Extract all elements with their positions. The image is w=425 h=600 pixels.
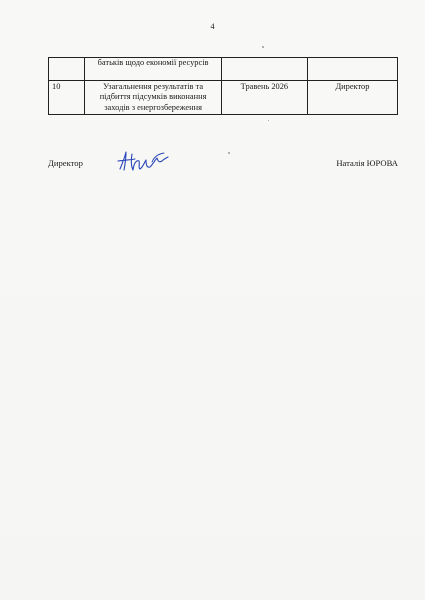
signatory-role: Директор [48, 158, 83, 168]
activity-cell: батьків щодо економії ресурсів [85, 58, 222, 81]
paper-speck [268, 120, 269, 121]
paper-speck [262, 46, 264, 48]
responsible-cell [307, 58, 397, 81]
handwritten-signature [114, 148, 170, 174]
table-row [49, 81, 398, 115]
energy-saving-plan-table [48, 57, 398, 115]
activity-cell: Узагальнення результатів та підбиття підсумків виконання заходів з енергозбереження [85, 81, 222, 115]
table-row [49, 58, 398, 81]
signatory-name: Наталія ЮРОВА [336, 158, 398, 168]
paper-speck [228, 152, 230, 154]
date-cell: Травень 2026 [221, 81, 307, 115]
date-cell [221, 58, 307, 81]
responsible-cell: Директор [307, 81, 397, 115]
row-number-cell [49, 58, 85, 81]
page-number: 4 [210, 22, 215, 31]
signature-block [48, 158, 398, 178]
row-number-cell: 10 [49, 81, 85, 115]
